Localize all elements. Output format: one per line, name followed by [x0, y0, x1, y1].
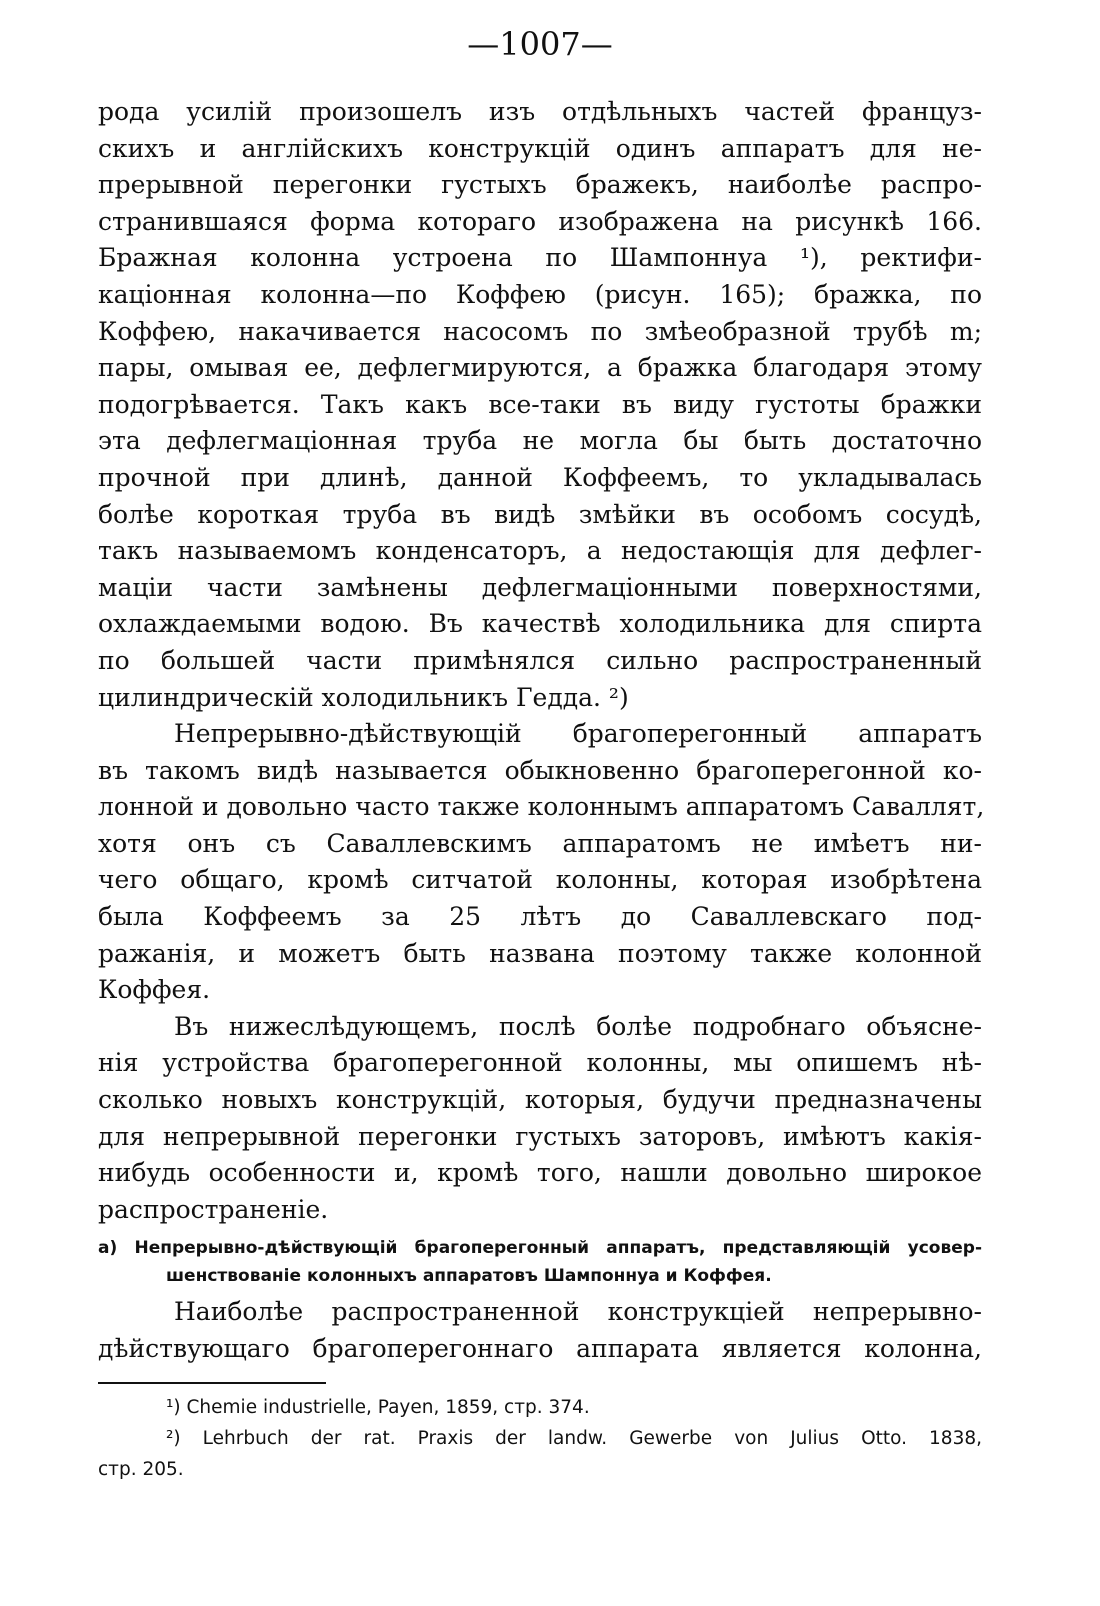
book-page — [98, 22, 985, 1485]
paragraph-3 — [98, 1009, 982, 1229]
text-line: прерывной перегонки густыхъ бражекъ, наиболѣе распро- — [98, 170, 982, 200]
text-line: болѣе короткая труба въ видѣ змѣйки въ особомъ сосудѣ, — [98, 499, 982, 529]
text-line: такъ называемомъ конденсаторъ, а недостающія для дефлег- — [98, 536, 982, 566]
text-line: чего общаго, кромѣ ситчатой колонны, которая изобрѣтена — [98, 865, 982, 895]
text-line: была Коффеемъ за 25 лѣтъ до Саваллевскаго под- — [98, 902, 982, 932]
text-line: цилиндрическій холодильникъ Гедда. ²) — [98, 682, 629, 712]
footnote-divider — [98, 1382, 326, 1384]
text-line: странившаяся форма котораго изображена на рисункѣ 166. — [98, 206, 982, 236]
text-line: эта дефлегмаціонная труба не могла бы быть достаточно — [98, 426, 982, 456]
text-line: охлаждаемыми водою. Въ качествѣ холодильника для спирта — [98, 609, 982, 639]
text-line: лонной и довольно часто также колоннымъ аппаратомъ Саваллят, — [98, 792, 985, 822]
paragraph-1 — [98, 94, 982, 716]
text-line: пары, омывая ее, дефлегмируются, а бражка благодаря этому — [98, 353, 982, 383]
footnotes — [98, 1392, 982, 1485]
page-number: —1007— — [467, 25, 613, 63]
section-heading — [98, 1234, 982, 1290]
footnote-2: ²) Lehrbuch der rat. Praxis der landw. Gewerbe von Julius Otto. 1838, — [166, 1427, 982, 1449]
text-line: ражанія, и можетъ быть названа поэтому также колонной — [98, 938, 982, 968]
text-line: Въ нижеслѣдующемъ, послѣ болѣе подробнаго объясне- — [174, 1011, 982, 1041]
text-line: подогрѣвается. Такъ какъ все-таки въ виду густоты бражки — [98, 389, 982, 419]
text-line: въ такомъ видѣ называется обыкновенно брагоперегонной ко- — [98, 755, 982, 785]
text-line: рода усилій произошелъ изъ отдѣльныхъ частей француз- — [98, 97, 982, 126]
text-line: Непрерывно-дѣйствующій брагоперегонный аппаратъ — [174, 719, 982, 749]
text-line: скихъ и англійскихъ конструкцій одинъ аппаратъ для не- — [98, 133, 982, 163]
text-line: каціонная колонна—по Коффею (рисун. 165); бражка, по — [98, 279, 982, 309]
text-line: сколько новыхъ конструкцій, которыя, будучи предназначены — [98, 1085, 982, 1115]
text-line: распространеніе. — [98, 1194, 329, 1224]
footnote-2-continuation: стр. 205. — [98, 1458, 184, 1480]
paragraph-4 — [98, 1294, 982, 1367]
text-line: дѣйствующаго брагоперегоннаго аппарата является колонна, — [98, 1334, 982, 1363]
text-line: нибудь особенности и, кромѣ того, нашли довольно широкое — [98, 1158, 982, 1188]
section-heading-line: шенствованіе колонныхъ аппаратовъ Шампоннуа и Коффея. — [166, 1266, 772, 1287]
text-line: Наиболѣе распространенной конструкціей непрерывно- — [174, 1297, 982, 1327]
paragraph-2 — [98, 716, 985, 1009]
section-heading-line: а) Непрерывно-дѣйствующій брагоперегонный аппаратъ, представляющій усовер- — [98, 1238, 982, 1259]
text-line: Бражная колонна устроена по Шампоннуа ¹), ректифи- — [98, 243, 982, 273]
text-line: Коффею, накачивается насосомъ по змѣеобразной трубѣ m; — [98, 316, 982, 346]
text-line: Коффея. — [98, 975, 211, 1005]
footnote-1: ¹) Chemie industrielle, Payen, 1859, стр. 374. — [166, 1396, 590, 1418]
text-line: хотя онъ съ Саваллевскимъ аппаратомъ не имѣетъ ни- — [98, 828, 982, 858]
text-line: по большей части примѣнялся сильно распространенный — [98, 645, 982, 675]
text-line: нія устройства брагоперегонной колонны, мы опишемъ нѣ- — [98, 1048, 982, 1078]
text-line: маціи части замѣнены дефлегмаціонными поверхностями, — [98, 572, 982, 602]
text-line: для непрерывной перегонки густыхъ заторовъ, имѣютъ какія- — [98, 1121, 982, 1151]
text-line: прочной при длинѣ, данной Коффеемъ, то укладывалась — [98, 462, 982, 492]
